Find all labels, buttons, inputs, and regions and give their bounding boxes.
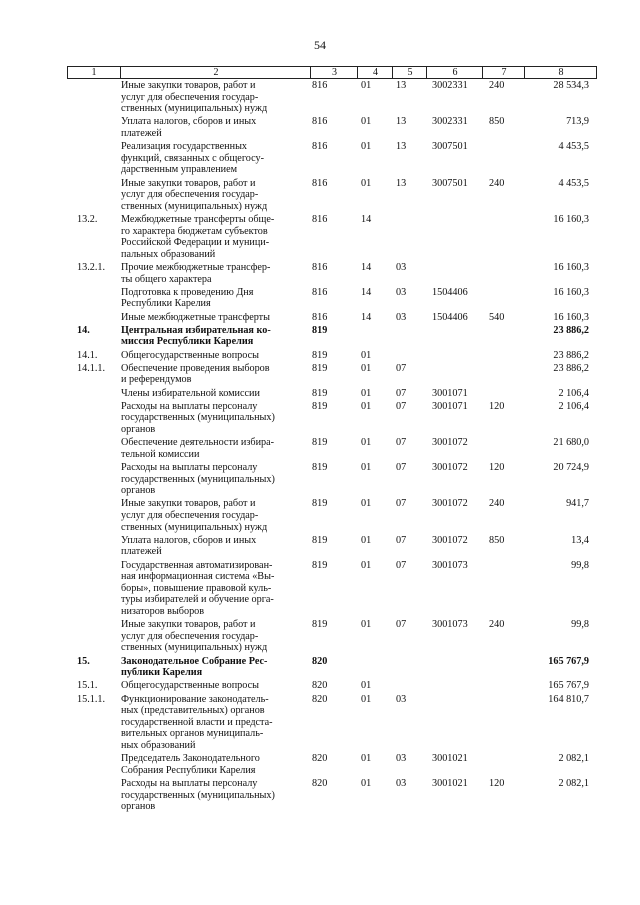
description-line: тельной комиссии bbox=[121, 448, 200, 460]
admin-code: 816 bbox=[312, 116, 328, 128]
description-line: услуг для обеспечения государ- bbox=[121, 91, 259, 103]
description-line: Реализация государственных bbox=[121, 141, 248, 153]
row-description bbox=[121, 262, 291, 285]
admin-code: 816 bbox=[312, 141, 328, 153]
subsection-code: 07 bbox=[396, 400, 407, 412]
subsection-code: 07 bbox=[396, 534, 407, 546]
target-code: 3007501 bbox=[432, 141, 468, 153]
row-number: 15.1.1. bbox=[77, 693, 106, 705]
header-col-1: 1 bbox=[91, 67, 97, 78]
description-line: Центральная избирательная ко- bbox=[121, 324, 271, 336]
amount: 2 082,1 bbox=[558, 753, 589, 765]
section-code: 14 bbox=[361, 286, 372, 298]
description-line: Иные закупки товаров, работ и bbox=[121, 80, 256, 91]
row-description bbox=[121, 401, 291, 436]
description-line: го характера бюджетам субъектов bbox=[121, 225, 268, 237]
row-number: 15.1. bbox=[77, 680, 98, 692]
description-line: Законодательное Собрание Рес- bbox=[121, 655, 268, 667]
subsection-code: 03 bbox=[396, 753, 407, 765]
description-line: Расходы на выплаты персоналу bbox=[121, 778, 258, 789]
description-line: туры избирателей и обучение орга- bbox=[121, 594, 274, 606]
subsection-code: 03 bbox=[396, 693, 407, 705]
target-code: 3002331 bbox=[432, 80, 468, 91]
expense-type-code: 120 bbox=[489, 462, 505, 473]
amount: 16 160,3 bbox=[553, 214, 589, 225]
row-number: 15. bbox=[77, 655, 90, 667]
description-line: услуг для обеспечения государ- bbox=[121, 630, 259, 642]
section-code: 14 bbox=[361, 214, 372, 225]
description-line: Расходы на выплаты персоналу bbox=[121, 462, 258, 473]
expense-type-code: 120 bbox=[489, 400, 505, 412]
amount: 164 810,7 bbox=[548, 693, 589, 705]
page-number: 54 bbox=[314, 38, 326, 52]
description-line: органов bbox=[121, 801, 156, 813]
target-code: 3001072 bbox=[432, 462, 468, 473]
description-line: Подготовка к проведению Дня bbox=[121, 286, 254, 298]
admin-code: 820 bbox=[312, 655, 328, 667]
description-line: платежей bbox=[121, 127, 162, 139]
header-col-6: 6 bbox=[426, 67, 483, 78]
amount: 99,8 bbox=[571, 619, 589, 631]
description-line: Председатель Законодательного bbox=[121, 753, 260, 765]
admin-code: 819 bbox=[312, 437, 328, 449]
description-line: ных образований bbox=[121, 739, 196, 751]
section-code: 01 bbox=[361, 753, 372, 765]
target-code: 3002331 bbox=[432, 116, 468, 128]
description-line: пальных образований bbox=[121, 248, 216, 260]
section-code: 01 bbox=[361, 437, 372, 449]
subsection-code: 07 bbox=[396, 437, 407, 449]
row-number: 13.2.1. bbox=[77, 262, 106, 273]
section-code: 01 bbox=[361, 362, 372, 374]
amount: 165 767,9 bbox=[548, 680, 589, 692]
target-code: 3001073 bbox=[432, 559, 468, 571]
section-code: 01 bbox=[361, 498, 372, 510]
table-header bbox=[67, 66, 597, 79]
amount: 16 160,3 bbox=[553, 311, 589, 323]
admin-code: 819 bbox=[312, 400, 328, 412]
row-description bbox=[121, 141, 291, 176]
amount: 23 886,2 bbox=[553, 362, 589, 374]
description-line: Функционирование законодатель- bbox=[121, 693, 269, 705]
section-code: 01 bbox=[361, 177, 372, 189]
header-col-2: 2 bbox=[120, 67, 311, 78]
section-code: 01 bbox=[361, 534, 372, 546]
amount: 21 680,0 bbox=[553, 437, 589, 449]
admin-code: 819 bbox=[312, 498, 328, 510]
row-description bbox=[121, 287, 291, 310]
target-code: 3001021 bbox=[432, 778, 468, 789]
row-description bbox=[121, 363, 291, 386]
admin-code: 816 bbox=[312, 177, 328, 189]
row-description bbox=[121, 437, 291, 460]
section-code: 01 bbox=[361, 680, 372, 692]
row-description bbox=[121, 325, 291, 348]
header-col-5: 5 bbox=[392, 67, 427, 78]
description-line: платежей bbox=[121, 546, 162, 558]
description-line: Российской Федерации и муници- bbox=[121, 237, 270, 249]
description-line: Прочие межбюджетные трансфер- bbox=[121, 262, 271, 273]
admin-code: 820 bbox=[312, 693, 328, 705]
admin-code: 819 bbox=[312, 462, 328, 473]
description-line: дарственным управлением bbox=[121, 164, 238, 176]
section-code: 01 bbox=[361, 116, 372, 128]
admin-code: 816 bbox=[312, 311, 328, 323]
target-code: 3007501 bbox=[432, 177, 468, 189]
section-code: 01 bbox=[361, 141, 372, 153]
subsection-code: 13 bbox=[396, 141, 407, 153]
target-code: 3001021 bbox=[432, 753, 468, 765]
header-col-3: 3 bbox=[310, 67, 358, 78]
admin-code: 819 bbox=[312, 387, 328, 399]
description-line: низаторов выборов bbox=[121, 605, 205, 617]
row-description bbox=[121, 560, 291, 618]
target-code: 3001072 bbox=[432, 437, 468, 449]
description-line: государственных (муниципальных) bbox=[121, 473, 275, 485]
admin-code: 819 bbox=[312, 362, 328, 374]
subsection-code: 03 bbox=[396, 311, 407, 323]
row-number: 13.2. bbox=[77, 214, 98, 225]
description-line: услуг для обеспечения государ- bbox=[121, 189, 259, 201]
admin-code: 819 bbox=[312, 349, 328, 361]
amount: 4 453,5 bbox=[558, 141, 589, 153]
admin-code: 820 bbox=[312, 778, 328, 789]
subsection-code: 13 bbox=[396, 80, 407, 91]
row-description bbox=[121, 350, 291, 362]
subsection-code: 07 bbox=[396, 559, 407, 571]
target-code: 3001073 bbox=[432, 619, 468, 631]
description-line: Расходы на выплаты персоналу bbox=[121, 400, 258, 412]
amount: 2 106,4 bbox=[558, 387, 589, 399]
row-description bbox=[121, 680, 291, 692]
expense-type-code: 850 bbox=[489, 534, 505, 546]
admin-code: 816 bbox=[312, 286, 328, 298]
expense-type-code: 240 bbox=[489, 498, 505, 510]
header-col-4: 4 bbox=[357, 67, 393, 78]
subsection-code: 03 bbox=[396, 262, 407, 273]
row-number: 14.1. bbox=[77, 349, 98, 361]
amount: 16 160,3 bbox=[553, 286, 589, 298]
description-line: государственных (муниципальных) bbox=[121, 412, 275, 424]
row-description bbox=[121, 778, 291, 813]
subsection-code: 13 bbox=[396, 177, 407, 189]
description-line: публики Карелия bbox=[121, 667, 203, 679]
admin-code: 819 bbox=[312, 559, 328, 571]
row-number: 14.1.1. bbox=[77, 362, 106, 374]
expense-type-code: 850 bbox=[489, 116, 505, 128]
description-line: Иные закупки товаров, работ и bbox=[121, 619, 256, 631]
expense-type-code: 120 bbox=[489, 778, 505, 789]
header-col-8: 8 bbox=[524, 67, 597, 78]
description-line: Иные закупки товаров, работ и bbox=[121, 498, 256, 510]
target-code: 3001072 bbox=[432, 534, 468, 546]
row-description bbox=[121, 80, 291, 115]
description-line: органов bbox=[121, 485, 156, 497]
description-line: Общегосударственные вопросы bbox=[121, 349, 259, 361]
description-line: ственных (муниципальных) нужд bbox=[121, 521, 268, 533]
row-description bbox=[121, 214, 291, 260]
target-code: 1504406 bbox=[432, 311, 468, 323]
admin-code: 819 bbox=[312, 619, 328, 631]
admin-code: 819 bbox=[312, 534, 328, 546]
row-description bbox=[121, 116, 291, 139]
row-description bbox=[121, 388, 291, 400]
row-number: 14. bbox=[77, 324, 90, 336]
subsection-code: 07 bbox=[396, 362, 407, 374]
description-line: миссия Республики Карелия bbox=[121, 336, 254, 348]
description-line: Члены избирательной комиссии bbox=[121, 387, 260, 399]
target-code: 1504406 bbox=[432, 286, 468, 298]
amount: 13,4 bbox=[571, 534, 589, 546]
row-description bbox=[121, 619, 291, 654]
admin-code: 816 bbox=[312, 80, 328, 91]
admin-code: 820 bbox=[312, 753, 328, 765]
description-line: Собрания Республики Карелия bbox=[121, 764, 256, 776]
section-code: 01 bbox=[361, 462, 372, 473]
section-code: 01 bbox=[361, 559, 372, 571]
section-code: 01 bbox=[361, 778, 372, 789]
admin-code: 816 bbox=[312, 262, 328, 273]
subsection-code: 07 bbox=[396, 498, 407, 510]
section-code: 01 bbox=[361, 387, 372, 399]
target-code: 3001071 bbox=[432, 400, 468, 412]
expense-type-code: 240 bbox=[489, 80, 505, 91]
amount: 23 886,2 bbox=[553, 324, 589, 336]
section-code: 01 bbox=[361, 400, 372, 412]
expense-type-code: 240 bbox=[489, 177, 505, 189]
description-line: органов bbox=[121, 423, 156, 435]
amount: 713,9 bbox=[566, 116, 589, 128]
admin-code: 820 bbox=[312, 680, 328, 692]
subsection-code: 03 bbox=[396, 778, 407, 789]
section-code: 01 bbox=[361, 619, 372, 631]
amount: 4 453,5 bbox=[558, 177, 589, 189]
description-line: услуг для обеспечения государ- bbox=[121, 509, 259, 521]
row-description bbox=[121, 462, 291, 497]
description-line: государственной власти и предста- bbox=[121, 716, 273, 728]
subsection-code: 07 bbox=[396, 387, 407, 399]
description-line: Общегосударственные вопросы bbox=[121, 680, 259, 692]
subsection-code: 07 bbox=[396, 619, 407, 631]
amount: 20 724,9 bbox=[553, 462, 589, 473]
amount: 23 886,2 bbox=[553, 349, 589, 361]
admin-code: 816 bbox=[312, 214, 328, 225]
row-description bbox=[121, 178, 291, 213]
description-line: Уплата налогов, сборов и иных bbox=[121, 116, 257, 128]
amount: 2 106,4 bbox=[558, 400, 589, 412]
section-code: 14 bbox=[361, 311, 372, 323]
amount: 2 082,1 bbox=[558, 778, 589, 789]
expense-type-code: 240 bbox=[489, 619, 505, 631]
amount: 99,8 bbox=[571, 559, 589, 571]
description-line: Обеспечение деятельности избира- bbox=[121, 437, 275, 449]
description-line: Уплата налогов, сборов и иных bbox=[121, 534, 257, 546]
section-code: 14 bbox=[361, 262, 372, 273]
row-description bbox=[121, 312, 291, 324]
row-description bbox=[121, 694, 291, 752]
subsection-code: 13 bbox=[396, 116, 407, 128]
subsection-code: 03 bbox=[396, 286, 407, 298]
description-line: и референдумов bbox=[121, 374, 192, 386]
section-code: 01 bbox=[361, 80, 372, 91]
description-line: Иные закупки товаров, работ и bbox=[121, 177, 256, 189]
row-description bbox=[121, 535, 291, 558]
amount: 941,7 bbox=[566, 498, 589, 510]
description-line: государственных (муниципальных) bbox=[121, 789, 275, 801]
amount: 16 160,3 bbox=[553, 262, 589, 273]
description-line: Государственная автоматизирован- bbox=[121, 559, 273, 571]
description-line: ных (представительных) органов bbox=[121, 705, 265, 717]
description-line: боры», повышение правовой куль- bbox=[121, 582, 272, 594]
row-description bbox=[121, 753, 291, 776]
description-line: ты общего характера bbox=[121, 273, 212, 285]
section-code: 01 bbox=[361, 693, 372, 705]
description-line: Межбюджетные трансферты обще- bbox=[121, 214, 275, 225]
description-line: вительных органов муниципаль- bbox=[121, 728, 264, 740]
description-line: Иные межбюджетные трансферты bbox=[121, 311, 270, 323]
description-line: ная информационная система «Вы- bbox=[121, 571, 275, 583]
admin-code: 819 bbox=[312, 324, 328, 336]
description-line: Республики Карелия bbox=[121, 298, 211, 310]
header-col-7: 7 bbox=[482, 67, 525, 78]
target-code: 3001071 bbox=[432, 387, 468, 399]
subsection-code: 07 bbox=[396, 462, 407, 473]
amount: 28 534,3 bbox=[553, 80, 589, 91]
description-line: ственных (муниципальных) нужд bbox=[121, 103, 268, 115]
description-line: Обеспечение проведения выборов bbox=[121, 362, 270, 374]
description-line: функций, связанных с общегосу- bbox=[121, 152, 264, 164]
target-code: 3001072 bbox=[432, 498, 468, 510]
row-description bbox=[121, 656, 291, 679]
amount: 165 767,9 bbox=[548, 655, 589, 667]
row-description bbox=[121, 498, 291, 533]
section-code: 01 bbox=[361, 349, 372, 361]
expense-type-code: 540 bbox=[489, 311, 505, 323]
description-line: ственных (муниципальных) нужд bbox=[121, 200, 268, 212]
description-line: ственных (муниципальных) нужд bbox=[121, 642, 268, 654]
